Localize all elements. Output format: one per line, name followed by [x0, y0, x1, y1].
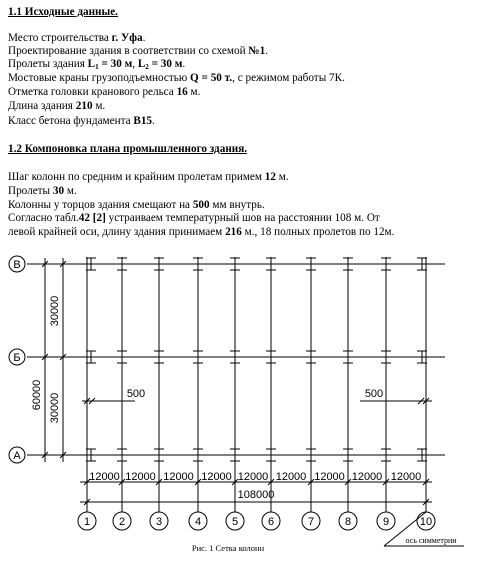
symmetry-label: ось симметрии — [405, 536, 457, 545]
section-2-heading: 1.2 Компоновка плана промышленного здания. — [8, 143, 248, 155]
span-dim-label: 12000 — [89, 471, 120, 483]
span-dim-label: 12000 — [351, 471, 383, 483]
row-axis-label: В — [13, 259, 21, 271]
total-dim-label: 108000 — [237, 489, 275, 501]
column-axis-label: 3 — [155, 516, 163, 528]
text-line-joint: Согласно табл.42 [2] устраиваем температурный шов на расстоянии 108 м. От — [8, 212, 380, 224]
column-axis-label: 9 — [382, 516, 390, 528]
column-axis-label: 10 — [419, 516, 433, 528]
span-dim-label: 12000 — [125, 471, 156, 483]
text-line-length: Длина здания 210 м. — [8, 100, 106, 112]
text-line-building-length: левой крайней оси, длину здания принимаем 216 м., 18 полных пролетов по 12м. — [8, 226, 395, 238]
column-axis-label: 4 — [194, 516, 202, 528]
span-dim-label: 12000 — [163, 471, 194, 483]
text-line-step: Шаг колонн по средним и крайним пролетам примем 12 м. — [8, 171, 289, 183]
offset-dim-left: 500 — [126, 388, 146, 400]
text-line-concrete: Класс бетона фундамента B15. — [8, 115, 155, 127]
span-dim-label: 12000 — [201, 471, 232, 483]
text-line-spans: Пролеты здания $L_1 = 30$ м, $L_2 = 30$ м. — [8, 58, 186, 71]
column-axis-label: 2 — [118, 516, 126, 528]
dim-60000: 60000 — [31, 379, 43, 411]
text-line-spans2: Пролеты 30 м. — [8, 185, 77, 197]
row-axis-label: А — [13, 450, 21, 462]
row-axis-label: Б — [13, 352, 21, 364]
column-axis-label: 7 — [307, 516, 315, 528]
span-dim-label: 12000 — [390, 471, 422, 483]
section-1-heading: 1.1 Исходные данные. — [8, 6, 118, 18]
dim-30000-upper: 30000 — [49, 295, 61, 327]
column-axis-label: 5 — [231, 516, 239, 528]
dim-30000-lower: 30000 — [49, 392, 61, 424]
text-line-cranes: Мостовые краны грузоподъемностью Q = 50 т., с режимом работы 7К. — [8, 72, 345, 84]
text-line-scheme: Проектирование здания в соответствии со схемой №1. — [8, 45, 268, 57]
span-dim-label: 12000 — [237, 471, 269, 483]
offset-dim-right: 500 — [364, 388, 384, 400]
column-axis-label: 8 — [344, 516, 352, 528]
column-axis-label: 6 — [267, 516, 275, 528]
text-line-offset: Колонны у торцов здания смещают на 500 мм внутрь. — [8, 199, 265, 211]
column-axis-label: 1 — [83, 516, 91, 528]
span-dim-label: 12000 — [275, 471, 307, 483]
text-line-city: Место строительства г. Уфа. — [8, 32, 146, 44]
span-dim-label: 12000 — [314, 471, 345, 483]
text-line-rail: Отметка головки кранового рельса 16 м. — [8, 86, 201, 98]
figure-caption: Рис. 1 Сетка колонн — [191, 543, 265, 553]
